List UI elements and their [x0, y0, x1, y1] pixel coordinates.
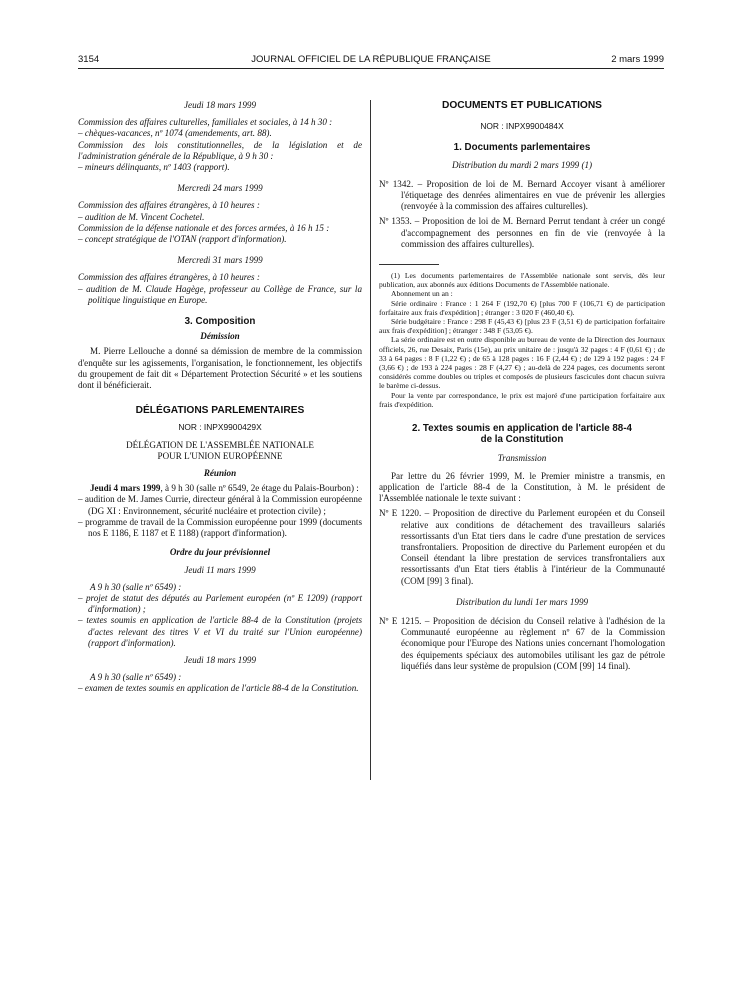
nor-reference: NOR : INPX9900429X	[178, 422, 262, 433]
commission-entry: Commission de la défense nationale et des forces armées, à 16 h 15 :	[78, 222, 330, 233]
header-rule	[78, 68, 664, 69]
section-heading: de la Constitution	[480, 434, 564, 446]
reunion-paragraph	[78, 483, 362, 494]
agenda-item: – examen de textes soumis en application de l'article 88-4 de la Constitution.	[78, 683, 359, 694]
agenda-item: – projet de statut des députés au Parlement européen (nº E 1209) (rapport d'information) ;	[78, 592, 362, 615]
section-heading: 1. Documents parlementaires	[453, 142, 591, 154]
commission-entry: Commission des affaires étrangères, à 10 heures :	[78, 272, 260, 283]
footnote: Série ordinaire : France : 1 264 F (192,70 €) [plus 700 F (106,71 €) de participation forfaitaire aux frais d'expédition] ; étranger : 3 020 F (460,40 €).	[379, 298, 665, 317]
subsection-heading: Démission	[200, 331, 240, 342]
footnote: Abonnement un an :	[391, 289, 453, 299]
delegation-name: POUR L'UNION EUROPÉENNE	[157, 450, 283, 461]
agenda-item: – audition de M. Vincent Cochetel.	[78, 211, 205, 222]
distribution-heading: Distribution du lundi 1er mars 1999	[455, 596, 589, 607]
agenda-item: – textes soumis en application de l'article 88-4 de la Constitution (projets d'actes relevant des titres V et VI du traité sur l'Union européenne) (rapport d'information).	[78, 615, 362, 648]
footnote: La série ordinaire est en outre disponible au bureau de vente de la Direction des Journaux officiels, 26, rue Desaix, Paris (15e), au prix unitaire de : jusqu'à 32 pages : 4 F (0,61 €) ; de 33 à 64 pages : 8 F (1,22 €) ; de 65 à 128 pages : 16 F (2,44 €) ; de 129 à 192 pages : 24 F (3,66 €) ; de 193 à 224 pages : 28 F (4,27 €) ; au-delà de 224 pages, ces documents seront considérés comme doubles ou triples et composés de plusieurs fascicules dont chacun suivra le barème ci-dessus.	[379, 335, 665, 391]
commission-entry: Commission des affaires étrangères, à 10 heures :	[78, 200, 260, 211]
section-heading: 2. Textes soumis en application de l'article 88-4	[412, 423, 632, 435]
agenda-item: – programme de travail de la Commission européenne pour 1999 (documents nos E 1186, E 1187 et E 1188) (rapport d'information).	[78, 516, 362, 539]
subsection-heading: Transmission	[497, 453, 547, 464]
documents-heading: DOCUMENTS ET PUBLICATIONS	[442, 100, 602, 111]
commission-entry: Commission des lois constitutionnelles, de la législation et de l'administration générale de la République, à 9 h 30 :	[78, 139, 362, 161]
document-entry: Nº 1342. – Proposition de loi de M. Bernard Accoyer visant à améliorer l'étiquetage des denrées alimentaires en vue de prévenir les allergies (renvoyée à la commission des affaires culturelles).	[379, 178, 665, 212]
nor-reference: NOR : INPX9900484X	[480, 121, 564, 132]
demission-paragraph: M. Pierre Lellouche a donné sa démission de membre de la commission d'enquête sur les agissements, l'organisation, le fonctionnement, les objectifs du groupement de fait dit « Département Protection Sécurité » et les soutiens dont il bénéficierait.	[78, 346, 362, 391]
document-entry: Nº E 1220. – Proposition de directive du Parlement européen et du Conseil relative aux conditions de détachement des travailleurs salariés ressortissants d'un Etat tiers dans le cadre d'une prestation de services transfrontaliers. Proposition de directive du Parlement européen et du Conseil étendant la libre prestation de services transfrontaliers aux ressortissants d'un Etat tiers établis à l'intérieur de la Communauté (COM [99] 3 final).	[379, 508, 665, 586]
subsection-heading: Ordre du jour prévisionnel	[169, 547, 271, 558]
day-heading: Jeudi 18 mars 1999	[184, 100, 256, 110]
section-heading: 3. Composition	[184, 316, 256, 328]
day-heading: Jeudi 18 mars 1999	[184, 654, 256, 665]
page-number: 3154	[78, 54, 100, 65]
transmission-paragraph: Par lettre du 26 février 1999, M. le Premier ministre a transmis, en application de l'article 88-4 de la Constitution, à M. le président de l'Assemblée nationale le texte suivant :	[379, 470, 665, 504]
footnote: (1) Les documents parlementaires de l'Assemblée nationale sont servis, dès leur publication, aux abonnés aux éditions Documents de l'Assemblée nationale.	[379, 271, 665, 290]
right-column	[379, 100, 665, 672]
reunion-detail: , à 9 h 30 (salle nº 6549, 2e étage du Palais-Bourbon) :	[160, 483, 359, 494]
footnote: Pour la vente par correspondance, le prix est majoré d'une participation forfaitaire aux frais d'expédition.	[379, 390, 665, 409]
issue-date: 2 mars 1999	[611, 54, 664, 65]
agenda-item: – chèques-vacances, nº 1074 (amendements, art. 88).	[78, 128, 272, 139]
reunion-date: Jeudi 4 mars 1999	[90, 483, 161, 494]
session-time: A 9 h 30 (salle nº 6549) :	[90, 672, 182, 683]
document-entry: Nº E 1215. – Proposition de décision du Conseil relative à l'adhésion de la Communauté européenne au règlement nº 67 de la Commission économique pour l'Europe des Nations unies concernant l'homologation des équipements spéciaux des automobiles utilisant les gaz de pétrole liquéfiés dans leur système de propulsion (COM [99] 14 final).	[379, 615, 665, 671]
day-heading: Mercredi 31 mars 1999	[177, 255, 263, 266]
agenda-item: – audition de M. James Currie, directeur général à la Commission européenne (DG XI : Environnement, sécurité nucléaire et protection civile) ;	[78, 494, 362, 516]
left-column	[78, 100, 362, 695]
subsection-heading: Réunion	[203, 468, 237, 479]
agenda-item: – concept stratégique de l'OTAN (rapport d'information).	[78, 234, 287, 245]
delegations-heading: DÉLÉGATIONS PARLEMENTAIRES	[135, 405, 305, 417]
day-heading: Mercredi 24 mars 1999	[177, 183, 263, 194]
document-entry: Nº 1353. – Proposition de loi de M. Bernard Perrut tendant à créer un congé d'accompagnement des personnes en fin de vie (renvoyée à la commission des affaires culturelles).	[379, 216, 665, 249]
agenda-item: – mineurs délinquants, nº 1403 (rapport).	[78, 162, 230, 173]
journal-title: JOURNAL OFFICIEL DE LA RÉPUBLIQUE FRANÇAISE	[251, 54, 491, 65]
delegation-name: DÉLÉGATION DE L'ASSEMBLÉE NATIONALE	[126, 439, 314, 450]
page-header	[78, 54, 664, 68]
distribution-heading: Distribution du mardi 2 mars 1999 (1)	[451, 159, 593, 170]
commission-entry: Commission des affaires culturelles, familiales et sociales, à 14 h 30 :	[78, 117, 333, 128]
column-divider	[370, 100, 371, 780]
agenda-item: – audition de M. Claude Hagège, professeur au Collège de France, sur la politique linguistique en Europe.	[78, 283, 362, 305]
footnote-separator	[379, 264, 439, 265]
session-time: A 9 h 30 (salle nº 6549) :	[90, 581, 182, 592]
day-heading: Jeudi 11 mars 1999	[184, 564, 256, 575]
footnote: Série budgétaire : France : 298 F (45,43 €) [plus 23 F (3,51 €) de participation forfaitaire aux frais d'expédition] ; étranger : 348 F (53,05 €).	[379, 317, 665, 336]
